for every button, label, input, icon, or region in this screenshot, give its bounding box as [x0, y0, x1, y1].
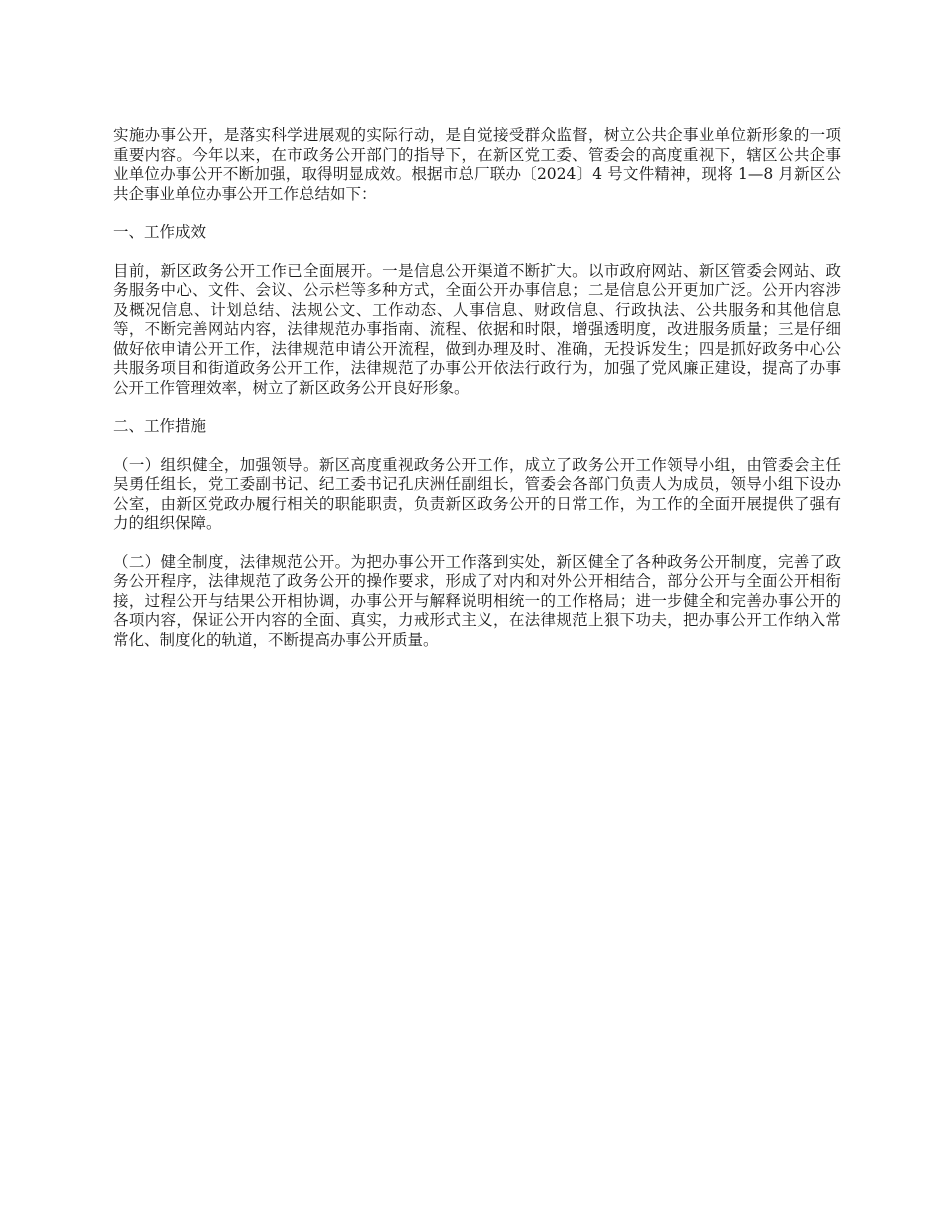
section-heading-results: 一、工作成效 [113, 223, 207, 241]
document-body [113, 126, 841, 669]
section-heading-measures: 二、工作措施 [113, 417, 207, 435]
results-paragraph: 目前，新区政务公开工作已全面展开。一是信息公开渠道不断扩大。以市政府网站、新区管委会网站、政务服务中心、文件、会议、公示栏等多种方式，全面公开办事信息；二是信息公开更加广泛。公开内容涉及概况信息、计划总结、法规公文、工作动态、人事信息、财政信息、行政执法、公共服务和其他信息等，不断完善网站内容，法律规范办事指南、流程、依据和时限，增强透明度，改进服务质量；三是仔细做好依申请公开工作，法律规范申请公开流程，做到办理及时、准确，无投诉发生；四是抓好政务中心公共服务项目和街道政务公开工作，法律规范了办事公开依法行政行为，加强了党风廉正建设，提高了办事公开工作管理效率，树立了新区政务公开良好形象。 [113, 261, 841, 397]
intro-paragraph: 实施办事公开，是落实科学进展观的实际行动，是自觉接受群众监督，树立公共企事业单位新形象的一项重要内容。今年以来，在市政务公开部门的指导下，在新区党工委、管委会的高度重视下，辖区公共企事业单位办事公开不断加强，取得明显成效。根据市总厂联办〔2024〕4 号文件精神，现将 1—8 月新区公共企事业单位办事公开工作总结如下： [113, 126, 841, 203]
measures-paragraph-system: （二）健全制度，法律规范公开。为把办事公开工作落到实处，新区健全了各种政务公开制度，完善了政务公开程序，法律规范了政务公开的操作要求，形成了对内和对外公开相结合，部分公开与全面公开相衔接，过程公开与结果公开相协调，办事公开与解释说明相统一的工作格局；进一步健全和完善办事公开的各项内容，保证公开内容的全面、真实，力戒形式主义，在法律规范上狠下功夫，把办事公开工作纳入常常化、制度化的轨道，不断提高办事公开质量。 [113, 552, 841, 649]
measures-paragraph-organization: （一）组织健全，加强领导。新区高度重视政务公开工作，成立了政务公开工作领导小组，由管委会主任吴勇任组长，党工委副书记、纪工委书记孔庆洲任副组长，管委会各部门负责人为成员，领导小组下设办公室，由新区党政办履行相关的职能职责，负责新区政务公开的日常工作，为工作的全面开展提供了强有力的组织保障。 [113, 455, 841, 532]
